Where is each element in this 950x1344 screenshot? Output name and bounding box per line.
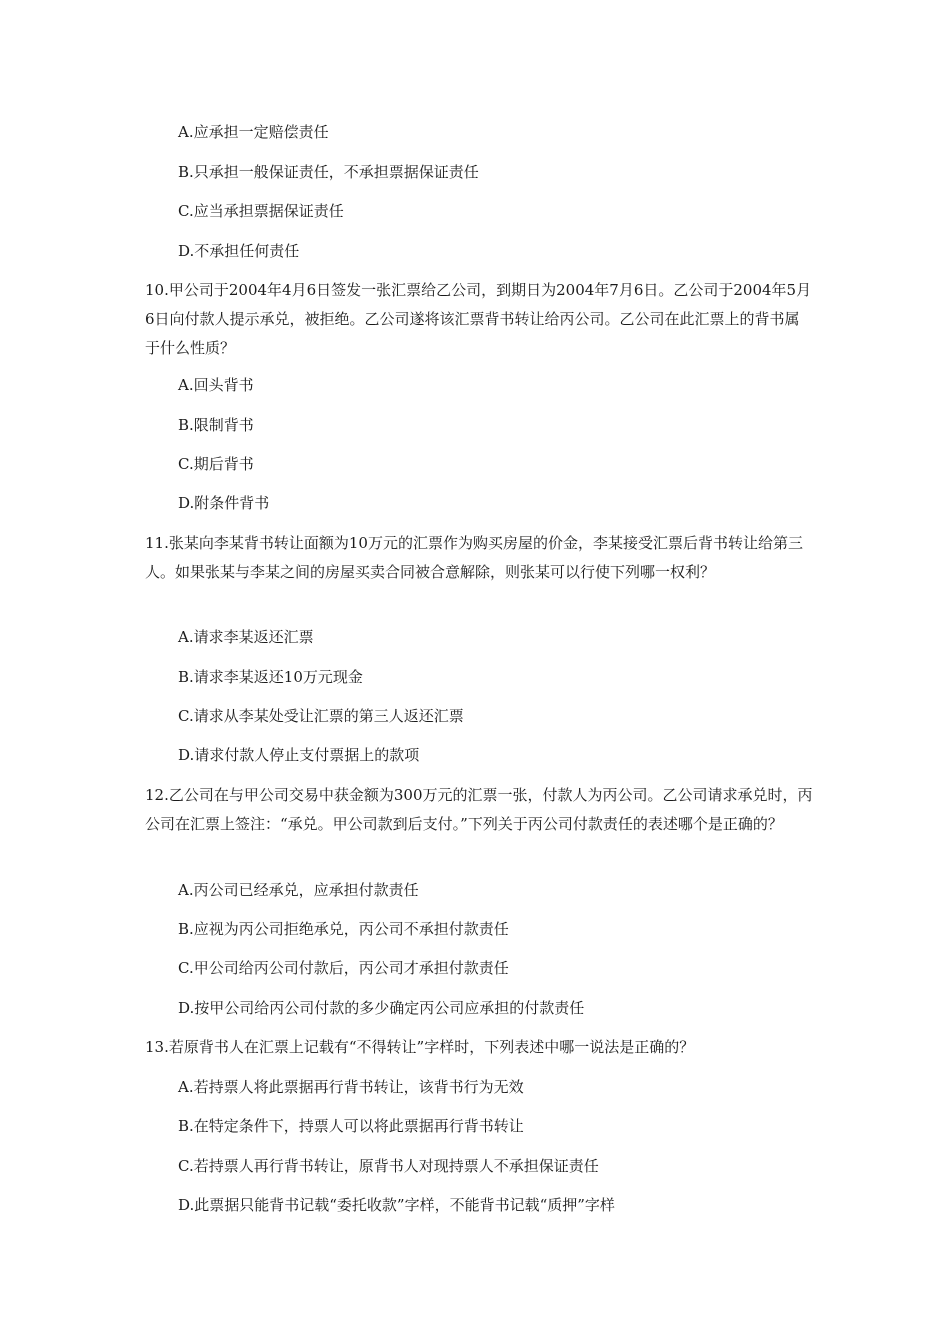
option-12-b: B.应视为丙公司拒绝承兑，丙公司不承担付款责任: [178, 920, 509, 938]
option-13-d: D.此票据只能背书记载“委托收款”字样，不能背书记载“质押”字样: [178, 1196, 615, 1214]
option-9-d: D.不承担任何责任: [178, 242, 300, 260]
option-11-b: B.请求李某返还10万元现金: [178, 668, 363, 686]
option-13-b: B.在特定条件下，持票人可以将此票据再行背书转让: [178, 1117, 524, 1135]
option-12-a: A.丙公司已经承兑，应承担付款责任: [178, 881, 419, 899]
option-10-c: C.期后背书: [178, 455, 254, 473]
option-10-d: D.附条件背书: [178, 494, 270, 512]
question-11-stem: 11.张某向李某背书转让面额为10万元的汇票作为购买房屋的价金，李某接受汇票后背书转让给第三人。如果张某与李某之间的房屋买卖合同被合意解除，则张某可以行使下列哪一权利？: [145, 534, 803, 581]
question-10-stem: 10.甲公司于2004年4月6日签发一张汇票给乙公司，到期日为2004年7月6日。乙公司于2004年5月6日向付款人提示承兑，被拒绝。乙公司遂将该汇票背书转让给丙公司。乙公司在此汇票上的背书属于什么性质？: [145, 281, 812, 357]
option-13-c: C.若持票人再行背书转让，原背书人对现持票人不承担保证责任: [178, 1157, 599, 1175]
option-9-a: A.应承担一定赔偿责任: [178, 123, 329, 141]
question-13-stem: 13.若原背书人在汇票上记载有“不得转让”字样时，下列表述中哪一说法是正确的？: [145, 1038, 695, 1056]
option-11-c: C.请求从李某处受让汇票的第三人返还汇票: [178, 707, 464, 725]
option-11-d: D.请求付款人停止支付票据上的款项: [178, 746, 420, 764]
option-10-b: B.限制背书: [178, 416, 254, 434]
question-12-stem: 12.乙公司在与甲公司交易中获金额为300万元的汇票一张，付款人为丙公司。乙公司请求承兑时，丙公司在汇票上签注：“承兑。甲公司款到后支付。”下列关于丙公司付款责任的表述哪个是正确的？: [145, 786, 813, 833]
option-9-b: B.只承担一般保证责任，不承担票据保证责任: [178, 163, 479, 181]
option-11-a: A.请求李某返还汇票: [178, 628, 314, 646]
option-9-c: C.应当承担票据保证责任: [178, 202, 344, 220]
option-12-d: D.按甲公司给丙公司付款的多少确定丙公司应承担的付款责任: [178, 999, 585, 1017]
option-12-c: C.甲公司给丙公司付款后，丙公司才承担付款责任: [178, 959, 509, 977]
option-10-a: A.回头背书: [178, 376, 254, 394]
option-13-a: A.若持票人将此票据再行背书转让，该背书行为无效: [178, 1078, 524, 1096]
